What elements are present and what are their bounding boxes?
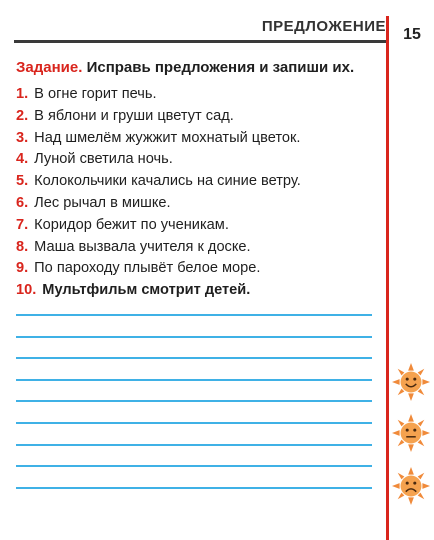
writing-line [16,357,372,359]
writing-line [16,336,372,338]
writing-line [16,444,372,446]
sentence-item [16,258,301,280]
writing-line [16,400,372,402]
sentence-number: 9. [16,260,29,277]
sentence-number: 6. [16,194,29,211]
sentence-number: 7. [16,216,29,233]
sentence-text: В яблони и груши цветут сад. [34,107,234,124]
sentence-text: По пароходу плывёт белое море. [34,260,261,277]
sentence-item [16,193,301,215]
sentence-number: 1. [16,86,29,102]
task-label: Задание. [16,59,83,76]
task-text: Исправь предложения и запиши их. [86,59,355,76]
sentence-text: Колокольчики качались на синие ветру. [34,173,301,190]
sentence-text: Луной светила ночь. [34,151,173,168]
section-title: ПРЕДЛОЖЕНИЕ [261,18,386,35]
sentence-item [16,215,301,237]
sentence-text: В огне горит печь. [34,86,157,102]
sentence-text: Маша вызвала учителя к доске. [34,238,251,255]
sentence-item [16,149,301,171]
header-divider [14,40,386,43]
page-number: 15 [403,26,421,43]
sentence-text: Мультфильм смотрит детей. [42,282,251,299]
sentence-item [16,128,301,150]
sentence-item [16,237,301,259]
sentence-item [16,106,301,128]
writing-line [16,465,372,467]
writing-area[interactable] [16,314,372,508]
sentence-item [16,280,301,302]
margin-line [386,16,389,540]
sentence-text: Лес рычал в мишке. [34,194,171,211]
sad-sun-icon[interactable] [392,467,430,505]
sentence-text: Над шмелём жужжит мохнатый цветок. [34,129,301,146]
sentence-item [16,84,301,106]
sentence-text: Коридор бежит по ученикам. [34,216,229,233]
writing-line [16,422,372,424]
task-instruction [16,59,354,76]
sentence-number: 8. [16,238,29,255]
sentence-number: 10. [16,282,37,299]
neutral-sun-icon[interactable] [392,414,430,452]
sentence-list [16,84,301,302]
writing-line [16,314,372,316]
sentence-number: 5. [16,173,29,190]
happy-sun-icon[interactable] [392,363,430,401]
sentence-item [16,171,301,193]
writing-line [16,487,372,489]
sentence-number: 4. [16,151,29,168]
writing-line [16,379,372,381]
sentence-number: 2. [16,107,29,124]
sentence-number: 3. [16,129,29,146]
